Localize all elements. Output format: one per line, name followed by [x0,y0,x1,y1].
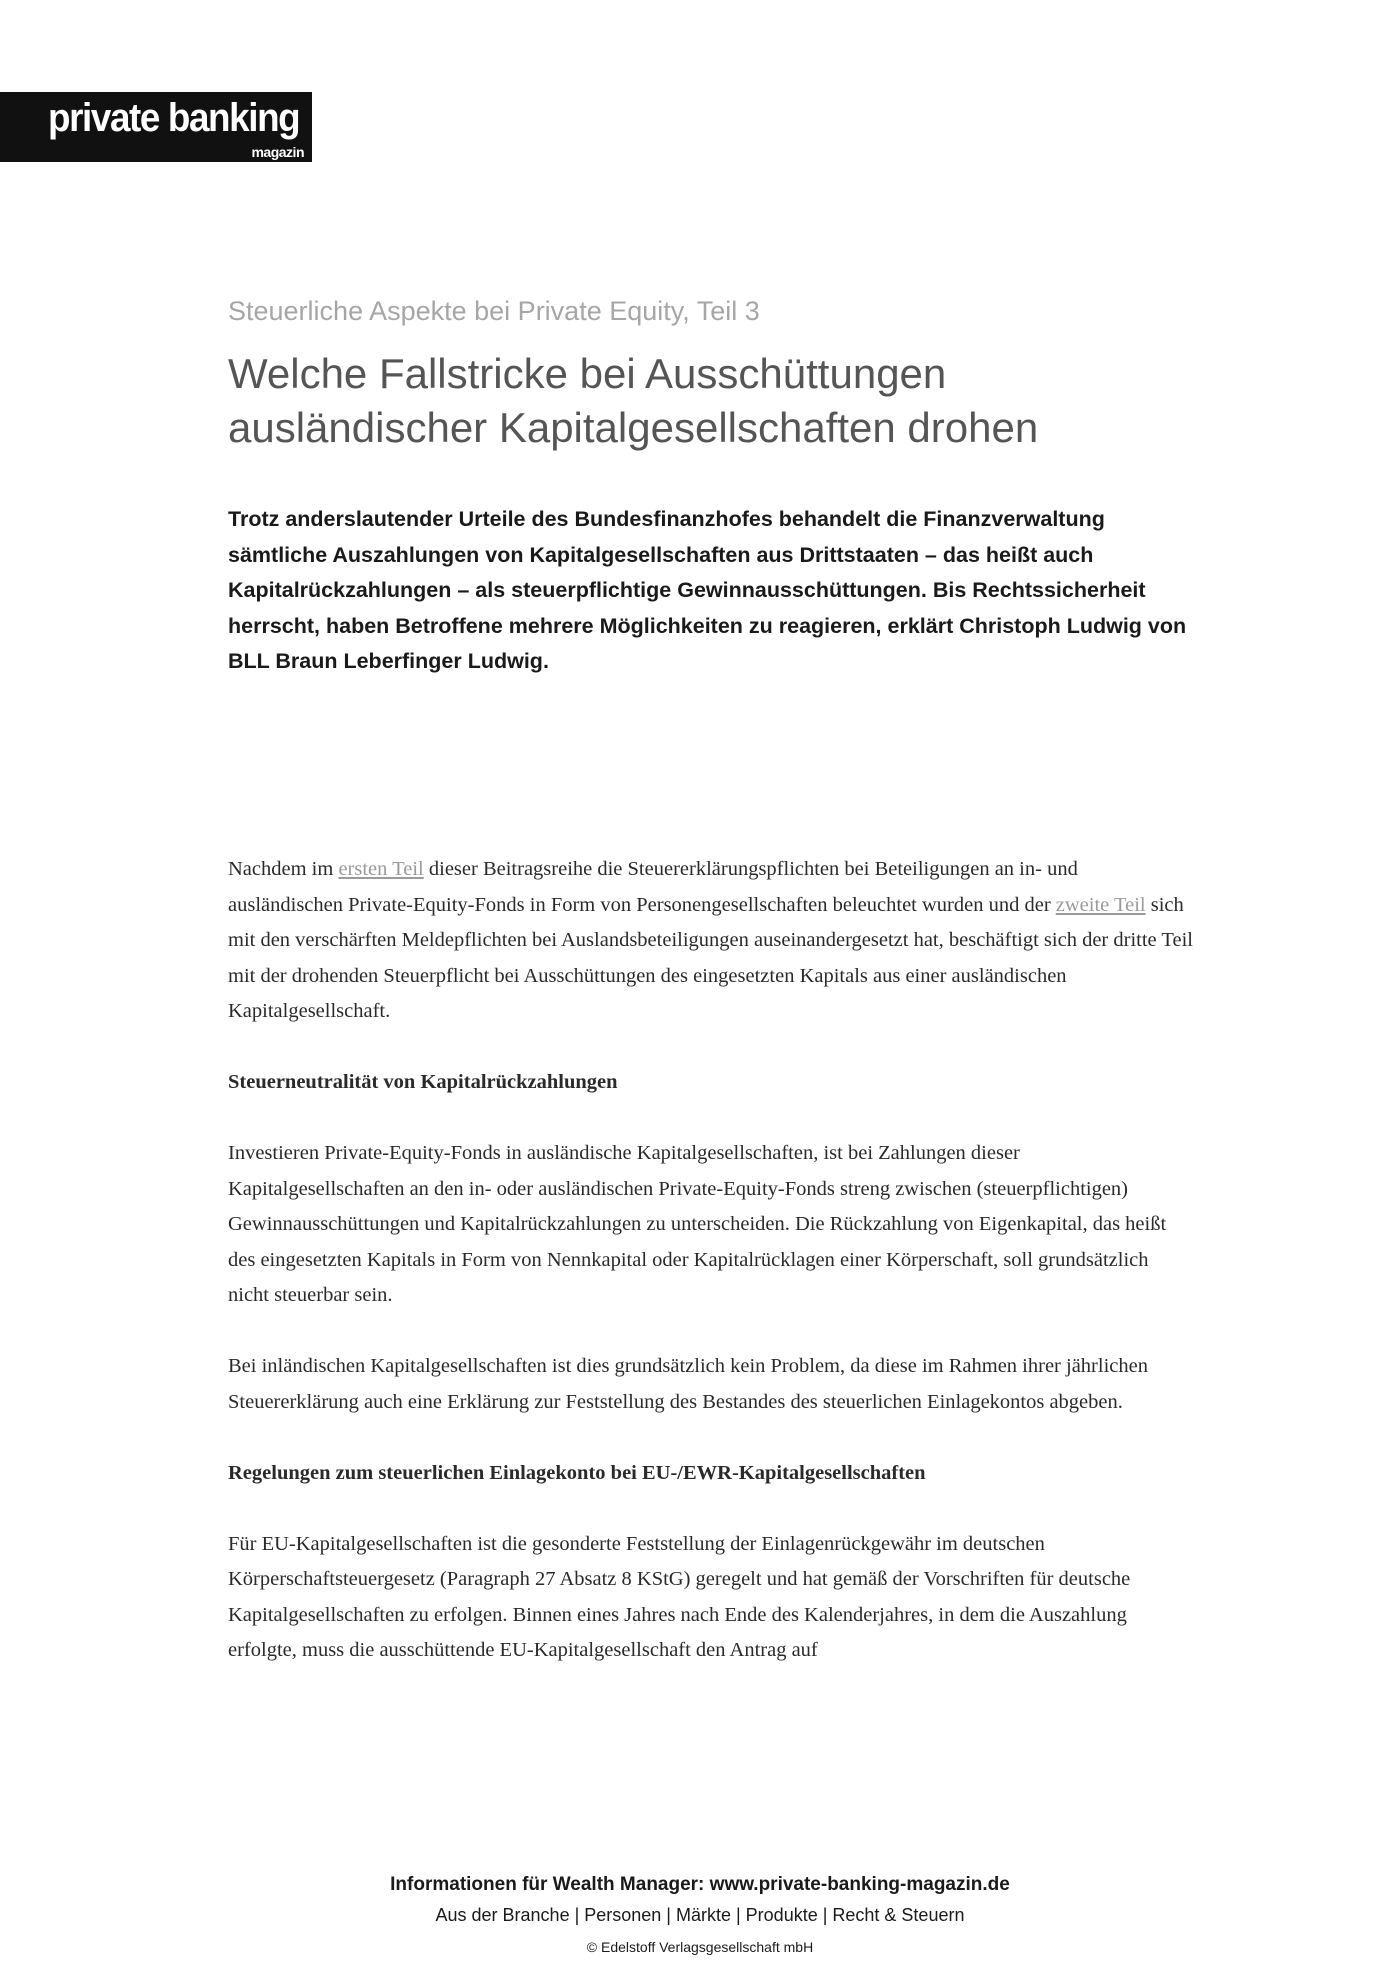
paragraph: Investieren Private-Equity-Fonds in ausländische Kapitalgesellschaften, ist bei Zahlungen dieser Kapitalgesellschaften an den in- oder ausländischen Private-Equity-Fonds streng zwischen (steuerpflichtigen) Gewinnausschüttungen und Kapitalrückzahlungen zu unterscheiden. Die Rückzahlung von Eigenkapital, das heißt des eingesetzten Kapitals in Form von Nennkapital oder Kapitalrücklagen einer Körperschaft, soll grundsätzlich nicht steuerbar sein. [228,1142,1167,1306]
link-second-part[interactable]: zweite Teil [1055,893,1146,916]
link-first-part[interactable]: ersten Teil [338,858,424,880]
intro-paragraph [228,852,1193,1030]
intro-text-1: Nachdem im [228,858,339,880]
paragraph: Für EU-Kapitalgesellschaften ist die gesonderte Feststellung der Einlagenrückgewähr im deutschen Körperschaftsteuergesetz (Paragraph 27 Absatz 8 KStG) geregelt und hat gemäß der Vorschriften für deutsche Kapitalgesellschaften zu erfolgen. Binnen eines Jahres nach Ende des Kalenderjahres, in dem die Auszahlung erfolgte, muss die ausschüttende EU-Kapitalgesellschaft den Antrag auf [228,1532,1131,1661]
intro-text-2: dieser Beitragsreihe die Steuererklärungspflichten bei Beteiligungen an in- und ausländischen Private-Equity-Fonds in Form von Personengesellschaften beleuchtet wurden und der [228,858,1078,916]
publication-logo[interactable] [0,92,312,162]
logo-wordmark: private banking [48,96,300,140]
footer-info: Informationen für Wealth Manager: www.private-banking-magazin.de [390,1874,1010,1895]
article-lead: Trotz anderslautender Urteile des Bundesfinanzhofes behandelt die Finanzverwaltung sämtliche Auszahlungen von Kapitalgesellschaften aus Drittstaaten – das heißt auch Kapitalrückzahlungen – als steuerpflichtige Gewinnausschüttungen. Bis Rechtssicherheit herrscht, haben Betroffene mehrere Möglichkeiten zu reagieren, erklärt Christoph Ludwig von BLL Braun Leberfinger Ludwig. [228,507,1187,673]
logo-subtitle: magazin [251,144,304,160]
article-body [228,852,1193,1704]
section-heading: Steuerneutralität von Kapitalrückzahlungen [228,1071,618,1093]
article-kicker: Steuerliche Aspekte bei Private Equity, Teil 3 [228,296,760,326]
article-headline: Welche Fallstricke bei Ausschüttungen ausländischer Kapitalgesellschaften drohen [228,350,1039,451]
footer-copyright: © Edelstoff Verlagsgesellschaft mbH [586,1939,814,1955]
footer-categories: Aus der Branche | Personen | Märkte | Produkte | Recht & Steuern [435,1905,965,1925]
section-heading: Regelungen zum steuerlichen Einlagekonto bei EU-/EWR-Kapitalgesellschaften [228,1461,926,1484]
intro-text-3: sich mit den verschärften Meldepflichten bei Auslandsbeteiligungen auseinandergesetzt hat, beschäftigt sich der dritte Teil mit der drohenden Steuerpflicht bei Ausschüttungen des eingesetzten Kapitals aus einer ausländischen Kapitalgesellschaft. [228,893,1193,1022]
paragraph: Bei inländischen Kapitalgesellschaften ist dies grundsätzlich kein Problem, da diese im Rahmen ihrer jährlichen Steuererklärung auch eine Erklärung zur Feststellung des Bestandes des steuerlichen Einlagekontos abgeben. [228,1355,1148,1413]
